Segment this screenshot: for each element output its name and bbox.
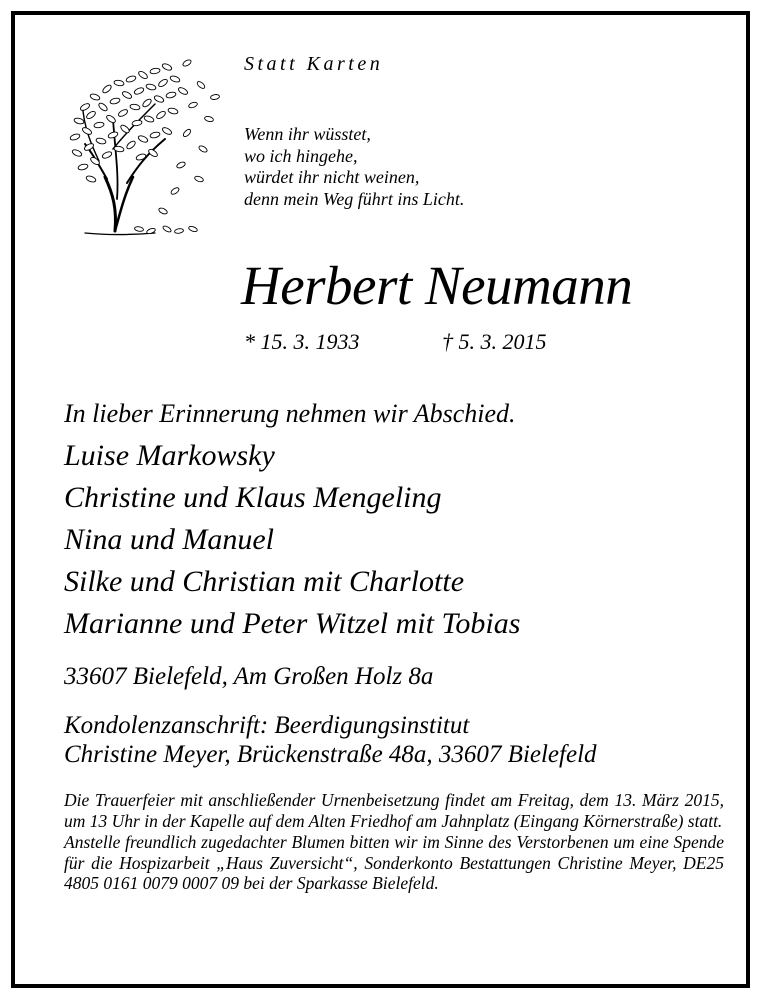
farewell-intro: In lieber Erinnerung nehmen wir Abschied. [64, 399, 516, 428]
verse-line: Wenn ihr wüsstet, [244, 124, 371, 144]
mourner-line: Silke und Christian mit Charlotte [64, 565, 465, 598]
mourner-line: Nina und Manuel [64, 523, 274, 556]
mourner-line: Luise Markowsky [64, 439, 275, 472]
mourner-line: Christine und Klaus Mengeling [64, 481, 442, 514]
mourners-list [64, 435, 520, 645]
condolence-address [64, 711, 597, 769]
family-address: 33607 Bielefeld, Am Großen Holz 8a [64, 663, 434, 690]
condolence-line: Kondolenzanschrift: Beerdigungsinstitut [64, 712, 470, 739]
condolence-line: Christine Meyer, Brückenstraße 48a, 33607 Bielefeld [64, 741, 597, 768]
ceremony-text: Die Trauerfeier mit anschließender Urnenbeisetzung findet am Freitag, dem 13. März 2015, um 13 Uhr in der Kapelle auf dem Alten Friedhof am Jahnplatz (Eingang Körnerstraße) statt. [64, 790, 724, 831]
obituary-frame [11, 11, 750, 988]
funeral-notice [64, 790, 724, 895]
verse-line: denn mein Weg führt ins Licht. [244, 188, 465, 209]
life-dates [244, 329, 547, 355]
death-date: † 5. 3. 2015 [442, 329, 547, 354]
header-statt-karten: Statt Karten [244, 53, 384, 75]
windblown-tree-icon [55, 49, 225, 249]
birth-date: * 15. 3. 1933 [244, 329, 360, 354]
verse-line: würdet ihr nicht weinen, [244, 167, 420, 187]
verse-line: wo ich hingehe, [244, 145, 358, 166]
deceased-name: Herbert Neumann [241, 255, 633, 316]
verse [244, 124, 464, 210]
mourner-line: Marianne und Peter Witzel mit Tobias [64, 607, 521, 640]
donation-text: Anstelle freundlich zugedachter Blumen bitten wir im Sinne des Verstorbenen um eine Spende für die Hospizarbeit „Haus Zuversicht“, Sonderkonto Bestattungen Christine Meyer, DE25 4805 0161 0079 0007 09 bei der Sparkasse Bielefeld. [64, 832, 724, 893]
